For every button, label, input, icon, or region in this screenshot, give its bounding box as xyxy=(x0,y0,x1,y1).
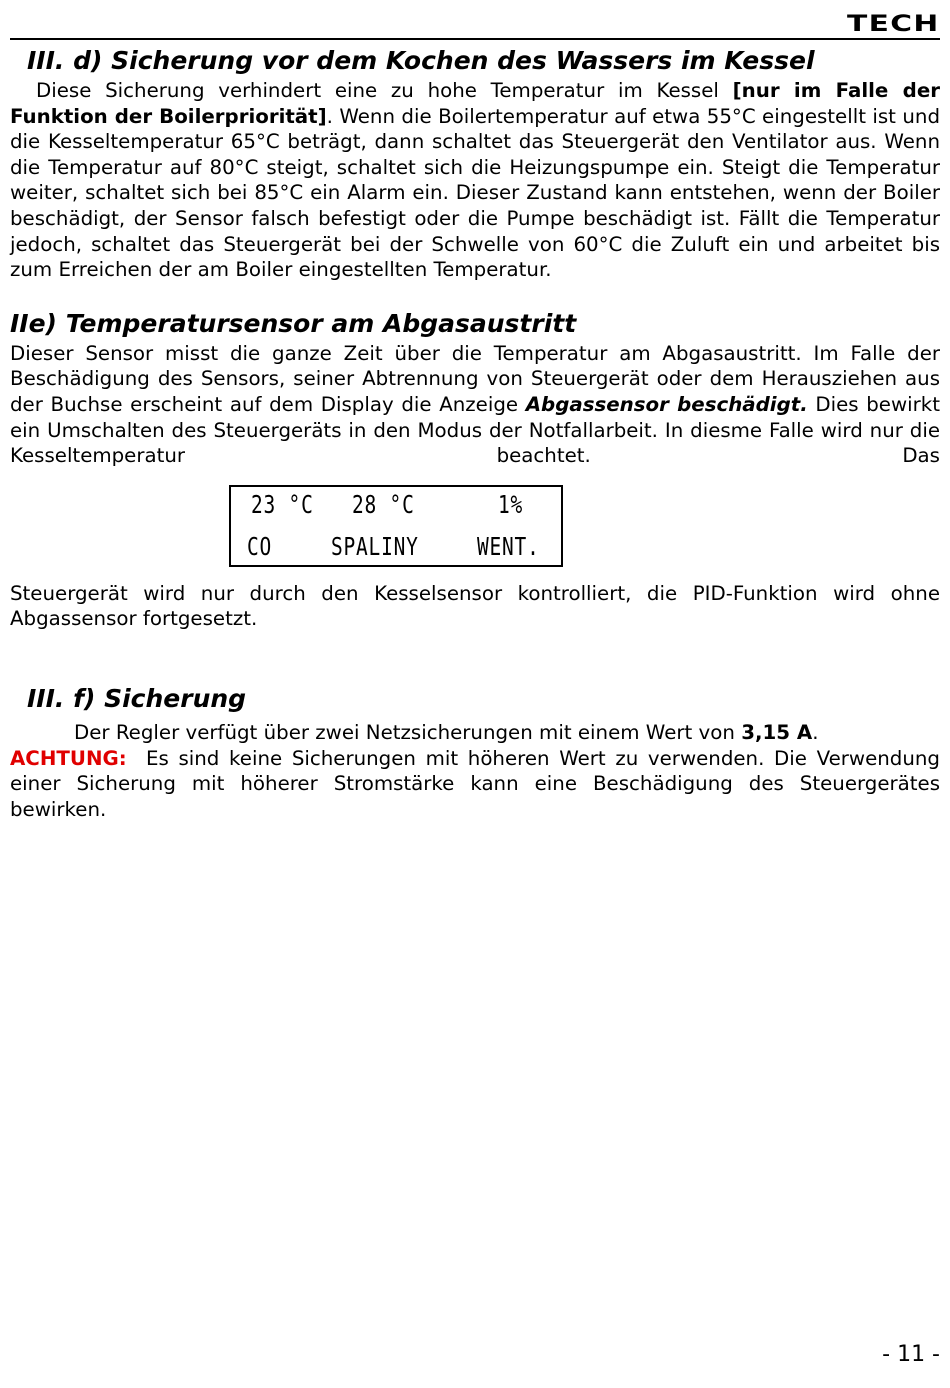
section-fuse xyxy=(10,682,947,822)
lcd-boiler-temp: 23 °C xyxy=(251,489,314,519)
text-run: Diese Sicherung verhindert eine zu hohe Temperatur im Kessel xyxy=(36,79,733,102)
warning-text: Es sind keine Sicherungen mit höheren Wert zu verwenden. Die Verwendung einer Sicherung mit höherer Stromstärke kann eine Beschädigung des Steuergerätes bewirken. xyxy=(10,746,947,821)
text-run: . Wenn die Boilertemperatur auf etwa 55°C eingestellt ist und die Kesseltemperatur 65°C beträgt, dann schaltet das Steuergerät den Ventilator aus. Wenn die Temperatur auf 80°C steigt, schaltet sich die Heizungspumpe ein. Steigt die Temperatur weiter, schaltet sich bei 85°C ein Alarm ein. Dieser Zustand kann entstehen, wenn der Boiler beschädigt, der Sensor falsch befestigt oder die Pumpe beschädigt ist. Fällt die Temperatur jedoch, schaltet das Steuergerät bei der Schwelle von 60°C die Zuluft ein und arbeitet bis zum Erreichen der am Boiler eingestellten Temperatur. xyxy=(10,104,940,282)
lcd-fan-percent: 1% xyxy=(498,489,524,519)
warning-paragraph xyxy=(10,746,947,823)
display-figure xyxy=(10,485,940,567)
text-run: . xyxy=(812,720,819,744)
bold-text: 3,15 A xyxy=(741,720,813,744)
tech-logo: TECH xyxy=(847,12,940,37)
paragraph xyxy=(10,720,940,746)
page-content xyxy=(10,44,947,822)
page-number: - 11 - xyxy=(882,1342,940,1367)
lcd-co-label: CO xyxy=(247,531,273,561)
text-run: Der Regler verfügt über zwei Netzsicherungen mit einem Wert von xyxy=(74,720,742,744)
paragraph: Steuergerät wird nur durch den Kesselsensor kontrolliert, die PID-Funktion wird ohne Abgassensor fortgesetzt. xyxy=(10,581,940,631)
bold-text: [nur im Falle der Funktion der Boilerpriorität] xyxy=(10,79,941,128)
paragraph xyxy=(10,78,940,283)
lcd-went-label: WENT. xyxy=(477,531,540,561)
section-title: IIe) Temperatursensor am Abgasaustritt xyxy=(10,308,577,338)
section-title: III. d) Sicherung vor dem Kochen des Wassers im Kessel xyxy=(27,46,815,75)
text-run: Dies bewirkt ein Umschalten des Steuergeräts in den Modus der Notfallarbeit. In diesme Falle wird nur die Kesseltemperatur beachtet. Das xyxy=(10,392,940,468)
warning-label: ACHTUNG: xyxy=(10,746,127,770)
bold-italic-text: Abgassensor beschädigt. xyxy=(525,392,808,416)
section-boiling-protection xyxy=(10,44,940,283)
lcd-spaliny-label: SPALINY xyxy=(331,531,419,561)
lcd-display xyxy=(229,485,563,567)
section-title: III. f) Sicherung xyxy=(27,683,247,713)
header-divider xyxy=(10,38,940,40)
section-flue-gas-sensor xyxy=(10,307,940,632)
paragraph xyxy=(10,341,940,469)
lcd-flue-temp: 28 °C xyxy=(352,489,415,519)
text-run: Dieser Sensor misst die ganze Zeit über die Temperatur am Abgasaustritt. Im Falle der Beschädigung des Sensors, seiner Abtrennung von Steuergerät oder dem Herausziehen aus der Buchse erscheint auf dem Display die Anzeige xyxy=(10,341,940,416)
